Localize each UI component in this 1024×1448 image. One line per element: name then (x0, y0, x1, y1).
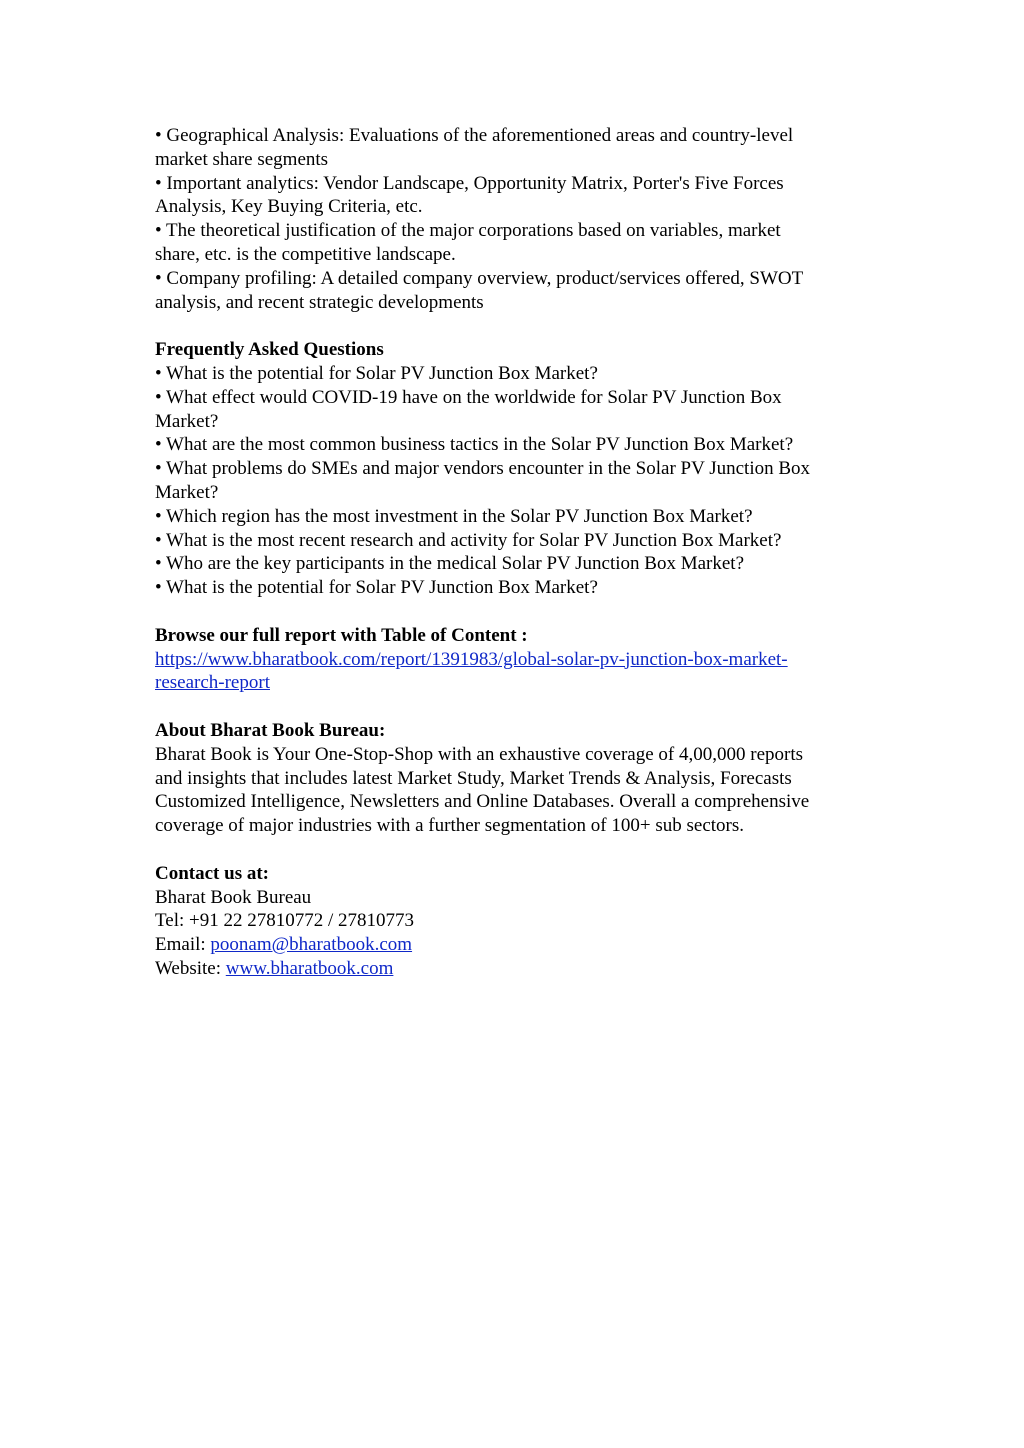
faq-line: • Which region has the most investment in the Solar PV Junction Box Market? (155, 505, 753, 527)
faq-line: Market? (155, 410, 219, 432)
faq-section (155, 338, 875, 600)
faq-line: • What are the most common business tactics in the Solar PV Junction Box Market? (155, 434, 794, 456)
analysis-line: • Geographical Analysis: Evaluations of the aforementioned areas and country-level (155, 125, 794, 146)
contact-tel: Tel: +91 22 27810772 / 27810773 (155, 910, 415, 932)
about-section (155, 719, 875, 838)
email-link[interactable]: poonam@bharatbook.com (210, 934, 413, 956)
spacer (155, 695, 875, 719)
faq-line: Market? (155, 481, 219, 503)
website-label: Website: (155, 957, 226, 979)
about-heading: About Bharat Book Bureau: (155, 719, 386, 741)
report-link[interactable] (155, 648, 875, 696)
contact-email-row (155, 933, 875, 957)
contact-heading: Contact us at: (155, 862, 269, 884)
analysis-section (155, 124, 875, 314)
faq-line: • What effect would COVID-19 have on the worldwide for Solar PV Junction Box (155, 386, 782, 408)
spacer (155, 838, 875, 862)
contact-section (155, 862, 875, 981)
website-link[interactable]: www.bharatbook.com (225, 957, 394, 979)
browse-section (155, 624, 875, 695)
report-link-line1[interactable]: https://www.bharatbook.com/report/1391983/global-solar-pv-junction-box-market- (155, 648, 788, 670)
spacer (155, 600, 875, 624)
about-line: and insights that includes latest Market Study, Market Trends & Analysis, Forecasts (155, 767, 792, 789)
report-link-line2[interactable]: research-report (155, 672, 270, 694)
about-line: Customized Intelligence, Newsletters and Online Databases. Overall a comprehensive (155, 791, 810, 813)
email-label: Email: (155, 934, 211, 956)
faq-line: • What problems do SMEs and major vendors encounter in the Solar PV Junction Box (155, 458, 811, 480)
analysis-line: analysis, and recent strategic developments (155, 291, 484, 313)
faq-heading: Frequently Asked Questions (155, 339, 384, 361)
faq-line: • What is the potential for Solar PV Junction Box Market? (155, 577, 598, 599)
analysis-line: Analysis, Key Buying Criteria, etc. (155, 196, 423, 218)
analysis-line: share, etc. is the competitive landscape. (155, 243, 456, 265)
analysis-line: • Company profiling: A detailed company overview, product/services offered, SWOT (155, 267, 804, 289)
analysis-line: • The theoretical justification of the major corporations based on variables, market (155, 220, 781, 242)
faq-line: • Who are the key participants in the medical Solar PV Junction Box Market? (155, 553, 744, 575)
about-line: coverage of major industries with a further segmentation of 100+ sub sectors. (155, 815, 744, 837)
browse-heading: Browse our full report with Table of Content : (155, 624, 528, 646)
contact-website-row (155, 957, 875, 981)
document-page (155, 124, 875, 981)
spacer (155, 314, 875, 338)
faq-line: • What is the most recent research and activity for Solar PV Junction Box Market? (155, 529, 782, 551)
about-line: Bharat Book is Your One-Stop-Shop with an exhaustive coverage of 4,00,000 reports (155, 743, 804, 765)
analysis-line: • Important analytics: Vendor Landscape, Opportunity Matrix, Porter's Five Forces (155, 172, 784, 194)
faq-line: • What is the potential for Solar PV Junction Box Market? (155, 362, 598, 384)
analysis-line: market share segments (155, 148, 329, 170)
contact-company: Bharat Book Bureau (155, 886, 312, 908)
